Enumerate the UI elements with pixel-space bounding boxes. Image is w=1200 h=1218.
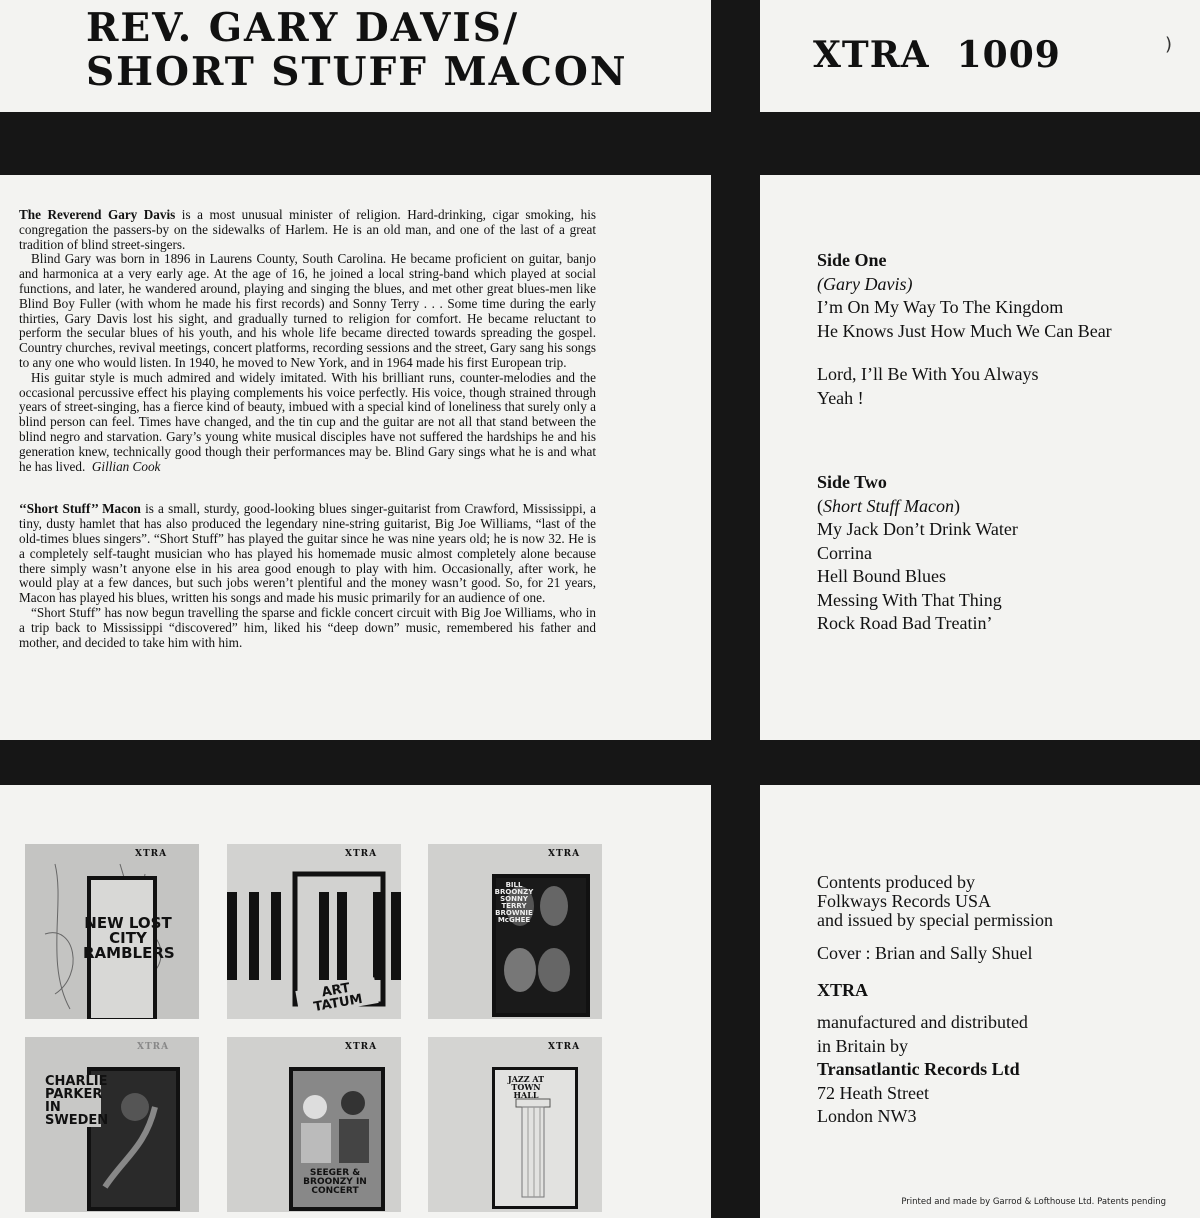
credits-label: XTRA <box>817 980 869 1000</box>
track-item: Messing With That Thing <box>817 589 1002 610</box>
track-item: Hell Bound Blues <box>817 566 946 586</box>
track-item: Corrina <box>817 542 872 563</box>
track-item: He Knows Just How Much We Can Bear <box>817 320 1112 341</box>
spacer <box>817 930 1197 944</box>
side-one-artist: (Gary Davis) <box>817 273 913 294</box>
album-title-line-1: REV. GARY DAVIS/ <box>86 5 520 51</box>
spacer <box>817 410 1197 471</box>
tracklist-panel <box>760 175 1200 740</box>
side-two-artist <box>817 495 1197 519</box>
cover-label: XTRA <box>548 849 581 859</box>
cover-label: XTRA <box>135 849 168 859</box>
liner-notes <box>19 208 596 650</box>
track-item: Lord, I’ll Be With You Always <box>817 364 1039 384</box>
macon-paragraph-1-text: is a small, sturdy, good-looking blues singer-guitarist from Crawford, Mississippi, a tiny, dusty hamlet that has also produced the legendary nine-string guitarist, Big Joe Williams, “last of the old-times blues singers”. “Short Stuff” has played the guitar since he was nine years old; he is now 32. He is a completely self-taught musician who has played his homemade music almost completely alone because there simply wasn’t anyone else in his area good enough to play with him. Occasionally, after work, he would play at a few dances, but such jobs weren’t plentiful and the money wasn’t good. So, for 21 years, Macon has played his blues, written his songs and made his music primarily for an audience of one. <box>19 501 596 606</box>
musician-portraits-icon <box>428 844 602 1019</box>
catalog-panel <box>760 0 1200 112</box>
album-cover-seeger-broonzy <box>227 1037 401 1212</box>
credits-contents-line: Folkways Records USA <box>817 891 991 911</box>
album-cover-art-tatum <box>227 844 401 1019</box>
album-cover-broonzy-terry-mcghee <box>428 844 602 1019</box>
album-title-line-2: SHORT STUFF MACON <box>86 49 628 95</box>
cover-label: XTRA <box>137 1042 170 1052</box>
notes-author: Gillian Cook <box>91 458 161 474</box>
cover-title: JAZZ AT TOWN HALL <box>507 1074 545 1100</box>
davis-paragraph-1-text: is a most unusual minister of religion. Hard-drinking, cigar smoking, his congregation the passers-by on the sidewalks of Harlem. He is an old man, and one of the last of a great tradition of blind street-singers. <box>19 207 596 252</box>
track-item: My Jack Don’t Drink Water <box>817 519 1018 539</box>
pencil-mark-icon: ) <box>1164 34 1172 55</box>
spacer <box>817 1000 1197 1011</box>
cover-title: ART TATUM <box>295 977 378 1016</box>
paren-close: ) <box>954 495 960 516</box>
catalog-covers-panel <box>0 785 711 1218</box>
cover-title: NEW LOST CITY RAMBLERS <box>83 914 175 962</box>
spacer <box>817 343 1197 363</box>
album-cover-charlie-parker-in-sweden <box>25 1037 199 1212</box>
davis-paragraph-2: Blind Gary was born in 1896 in Laurens County, South Carolina. He became proficient on guitar, banjo and harmonica at a very early age. At the age of 16, he joined a local string-band which played at social functions, and later, he wandered around, playing and singing the blues, and met other great blues-men like Blind Boy Fuller (with whom he made his first records) and Sonny Terry . . . Some time during the early thirties, Gary Davis lost his sight, and gradually turned to religion for comfort. He became reluctant to perform the secular blues of his youth, and his whole life became directed towards spreading the gospel. Country churches, revival meetings, concert platforms, recording sessions and the street, Gary sang his songs to any one who would listen. In 1940, he moved to New York, and in 1964 made his first European trip. <box>19 251 596 370</box>
album-cover-new-lost-city-ramblers <box>25 844 199 1019</box>
side-two-heading: Side Two <box>817 472 887 492</box>
cover-label: XTRA <box>548 1042 581 1052</box>
macon-name: ‘‘Short Stuff’’ Macon <box>19 501 141 517</box>
credits-mfg-line: in Britain by <box>817 1035 908 1056</box>
spacer <box>817 963 1197 981</box>
track-item: I’m On My Way To The Kingdom <box>817 297 1064 317</box>
cover-title: BILL BROONZY SONNY TERRY BROWNIE McGHEE <box>494 881 534 924</box>
credits-panel <box>760 785 1200 1218</box>
credits-company: Transatlantic Records Ltd <box>817 1059 1020 1079</box>
printer-credit: Printed and made by Garrod & Lofthouse Ltd. Patents pending <box>901 1197 1166 1207</box>
paren-open: ( <box>817 495 823 516</box>
cover-title: SEEGER & BROONZY IN CONCERT <box>303 1168 367 1196</box>
cover-label: XTRA <box>345 849 378 859</box>
davis-paragraph-3-text: His guitar style is much admired and widely imitated. With his brilliant runs, counter-melodies and the occasional percussive effect his playing complements his voice perfectly. His voice, though strained through years of street-singing, has a fierce kind of beauty, imbued with a special kind of loneliness that surely only a blind person can feel. Times have changed, and the tin cup and the guitar are not all that stand between the blind negro and starvation. Gary’s young white musical disciples have not suffered the hardships he and his generation knew, technically good though their performances may be. Blind Gary sings what he is and what he has lived. <box>19 369 596 474</box>
title-panel <box>0 0 711 112</box>
credits-cover-line: Cover : Brian and Sally Shuel <box>817 943 1033 963</box>
credits-mfg-line: manufactured and distributed <box>817 1012 1028 1032</box>
column-icon <box>428 1037 602 1212</box>
section-gap <box>19 474 596 502</box>
davis-paragraph-1 <box>19 208 596 252</box>
davis-paragraph-3 <box>19 371 596 475</box>
credits <box>817 873 1197 1129</box>
tracklist <box>817 249 1197 636</box>
macon-paragraph-2: “Short Stuff” has now begun travelling the sparse and fickle concert circuit with Big Joe Williams, who in a trip back to Mississippi “discovered” him, liked his “deep down” music, remembered his father and mother, and decided to take him with him. <box>19 604 596 650</box>
track-item: Rock Road Bad Treatin’ <box>817 613 993 633</box>
liner-notes-panel <box>0 175 711 740</box>
credits-contents-line: and issued by special permission <box>817 910 1053 930</box>
album-cover-jazz-at-town-hall <box>428 1037 602 1212</box>
davis-name: The Reverend Gary Davis <box>19 207 176 222</box>
album-title <box>86 6 628 94</box>
cover-title: CHARLIE PARKER IN SWEDEN <box>45 1074 109 1128</box>
side-one-heading: Side One <box>817 250 887 270</box>
credits-address-line: London NW3 <box>817 1106 917 1126</box>
catalog-number: XTRA 1009 <box>813 34 1061 76</box>
track-item: Yeah ! <box>817 387 864 408</box>
side-two-artist-name: Short Stuff Macon <box>823 495 954 516</box>
cover-label: XTRA <box>345 1042 378 1052</box>
macon-paragraph-1 <box>19 502 596 606</box>
credits-address-line: 72 Heath Street <box>817 1082 929 1103</box>
credits-contents-line: Contents produced by <box>817 872 975 892</box>
